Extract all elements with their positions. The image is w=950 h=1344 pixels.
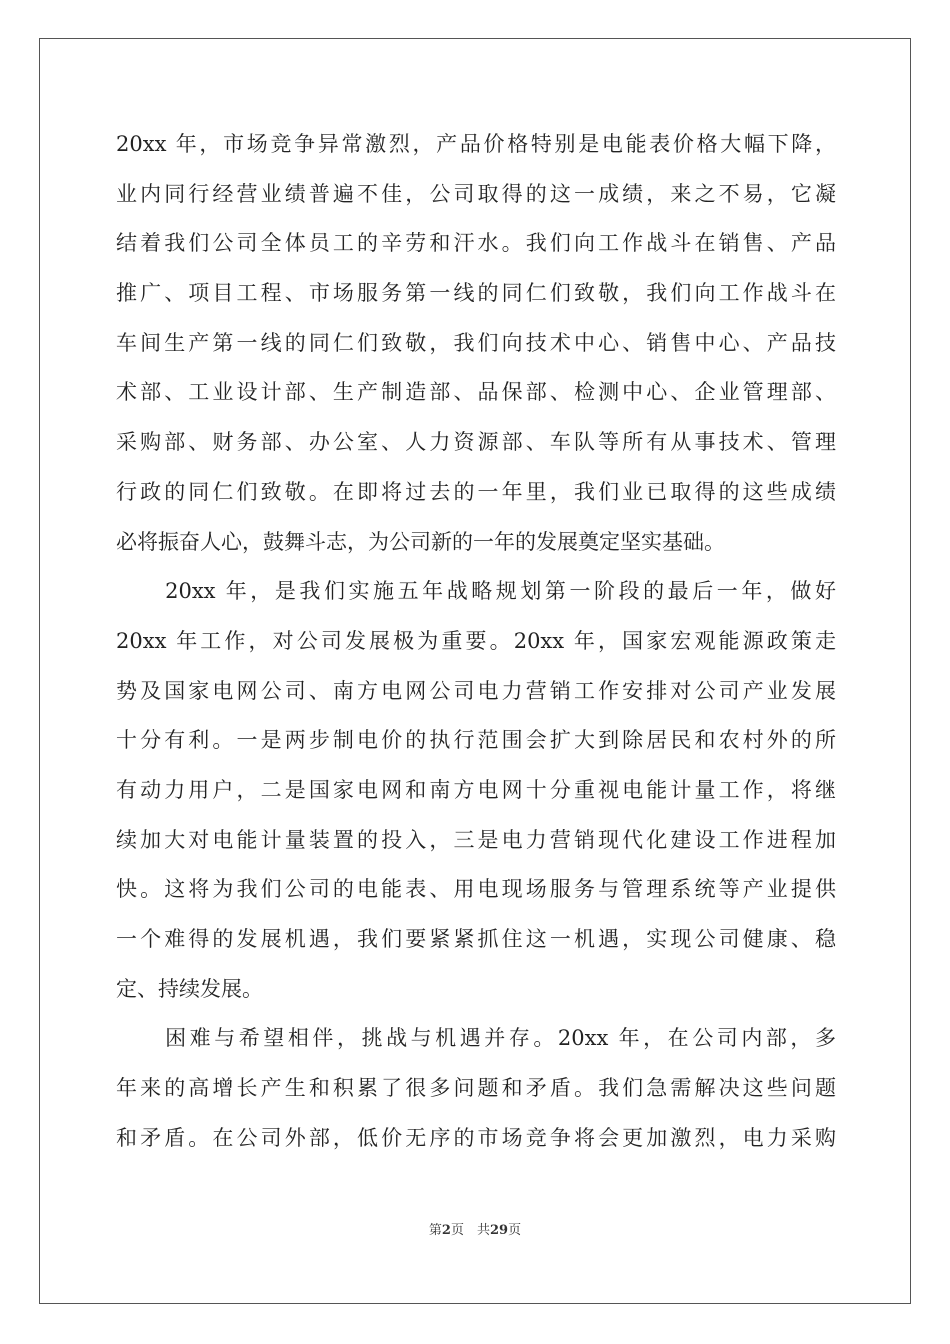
text-line: 20xx 年，市场竞争异常激烈，产品价格特别是电能表价格大幅下降，	[116, 132, 836, 156]
text-line: 车间生产第一线的同仁们致敬，我们向技术中心、销售中心、产品技	[116, 330, 836, 355]
footer-middle: 页 共	[450, 1223, 490, 1238]
text-line: 推广、项目工程、市场服务第一线的同仁们致敬，我们向工作战斗在	[116, 281, 836, 306]
page-footer	[0, 1219, 950, 1238]
text-line: 年来的高增长产生和积累了很多问题和矛盾。我们急需解决这些问题	[116, 1076, 836, 1101]
text-line: 和矛盾。在公司外部，低价无序的市场竞争将会更加激烈，电力采购	[116, 1125, 836, 1150]
total-page-count: 29	[489, 1223, 509, 1238]
text-line: 行政的同仁们致敬。在即将过去的一年里，我们业已取得的这些成绩	[116, 479, 836, 504]
text-line: 有动力用户，二是国家电网和南方电网十分重视电能计量工作，将继	[116, 777, 836, 802]
footer-prefix: 第	[428, 1223, 442, 1238]
text-line: 困难与希望相伴，挑战与机遇并存。20xx 年，在公司内部，多	[116, 1026, 836, 1051]
text-line: 快。这将为我们公司的电能表、用电现场服务与管理系统等产业提供	[116, 877, 836, 902]
footer-suffix: 页	[508, 1223, 522, 1238]
document-body	[116, 120, 836, 1163]
paragraph-3	[116, 1014, 836, 1163]
text-line: 必将振奋人心，鼓舞斗志，为公司新的一年的发展奠定坚实基础。	[116, 529, 725, 554]
text-line: 20xx 年工作，对公司发展极为重要。20xx 年，国家宏观能源政策走	[116, 628, 836, 653]
text-line: 术部、工业设计部、生产制造部、品保部、检测中心、企业管理部、	[116, 380, 836, 405]
text-line: 续加大对电能计量装置的投入，三是电力营销现代化建设工作进程加	[116, 827, 836, 852]
text-line: 一个难得的发展机遇，我们要紧紧抓住这一机遇，实现公司健康、稳	[116, 927, 836, 951]
text-line: 业内同行经营业绩普遍不佳，公司取得的这一成绩，来之不易，它凝	[116, 181, 836, 206]
text-line: 势及国家电网公司、南方电网公司电力营销工作安排对公司产业发展	[116, 678, 836, 703]
text-line: 采购部、财务部、办公室、人力资源部、车队等所有从事技术、管理	[116, 430, 836, 455]
current-page-number: 2	[441, 1223, 451, 1238]
paragraph-2	[116, 567, 836, 1014]
text-line: 定、持续发展。	[116, 976, 263, 1001]
text-line: 结着我们公司全体员工的辛劳和汗水。我们向工作战斗在销售、产品	[116, 231, 836, 256]
text-line: 20xx 年，是我们实施五年战略规划第一阶段的最后一年，做好	[116, 579, 836, 604]
text-line: 十分有利。一是两步制电价的执行范围会扩大到除居民和农村外的所	[116, 728, 836, 753]
paragraph-1	[116, 120, 836, 567]
